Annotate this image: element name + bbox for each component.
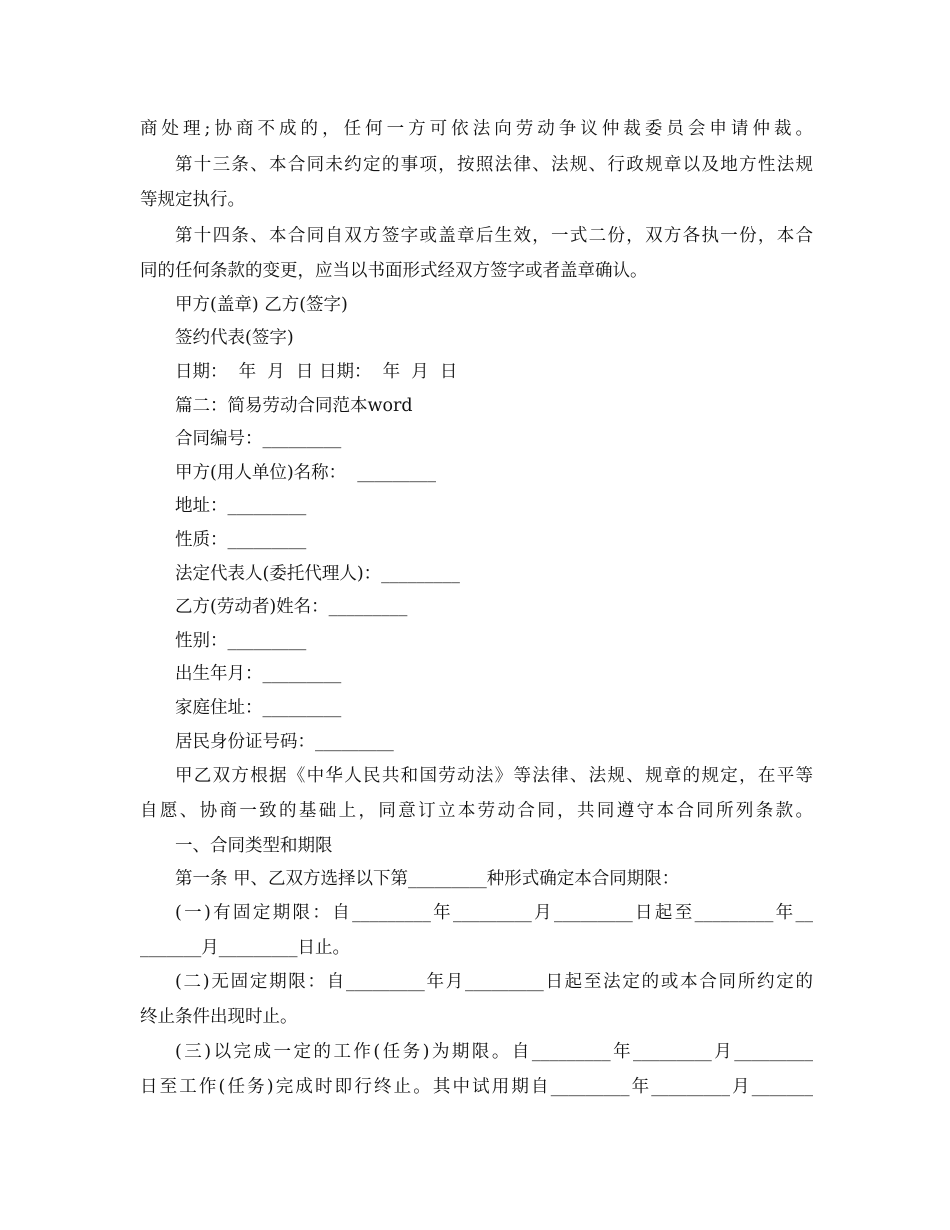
text-line-19: 居民身份证号码：_________ — [175, 732, 394, 752]
text-line-11: 甲方(用人单位)名称： _________ — [175, 463, 437, 483]
text-line-22: 一、合同类型和期限 — [175, 836, 333, 856]
text-line-2: 第十三条、本合同未约定的事项，按照法律、法规、行政规章以及地方性法规 — [175, 155, 813, 175]
text-line-12: 地址：_________ — [175, 496, 307, 516]
text-line-6: 甲方(盖章) 乙方(签字) — [175, 295, 348, 315]
text-line-21: 自愿、协商一致的基础上，同意订立本劳动合同，共同遵守本合同所列条款。 — [140, 801, 813, 821]
text-line-15: 乙方(劳动者)姓名：_________ — [175, 597, 408, 617]
text-line-26: (二)无固定期限：自_________年月_________日起至法定的或本合同所约定的 — [175, 972, 813, 992]
text-line-3: 等规定执行。 — [140, 190, 245, 210]
text-line-23: 第一条 甲、乙双方选择以下第_________种形式确定本合同期限： — [175, 869, 680, 889]
text-line-16: 性别：_________ — [175, 631, 307, 651]
text-line-8: 日期： 年 月 日 日期： 年 月 日 — [175, 362, 458, 382]
text-line-10: 合同编号：_________ — [175, 429, 342, 449]
text-line-25: _______月_________日止。 — [140, 938, 350, 958]
text-line-18: 家庭住址：_________ — [175, 698, 342, 718]
text-line-1: 商处理;协商不成的，任何一方可依法向劳动争议仲裁委员会申请仲裁。 — [140, 119, 813, 139]
text-line-7: 签约代表(签字) — [175, 328, 294, 348]
text-line-20: 甲乙双方根据《中华人民共和国劳动法》等法律、法规、规章的规定，在平等 — [175, 766, 813, 786]
text-line-28: (三)以完成一定的工作(任务)为期限。自_________年_________月_________ — [175, 1042, 813, 1062]
text-line-5: 同的任何条款的变更，应当以书面形式经双方签字或者盖章确认。 — [140, 261, 648, 281]
text-line-27: 终止条件出现时止。 — [140, 1007, 298, 1027]
text-line-17: 出生年月：_________ — [175, 664, 342, 684]
text-line-29: 日至工作(任务)完成时即行终止。其中试用期自_________年_________月_______ — [140, 1077, 813, 1097]
text-line-4: 第十四条、本合同自双方签字或盖章后生效，一式二份，双方各执一份，本合 — [175, 226, 813, 246]
text-line-13: 性质：_________ — [175, 530, 307, 550]
text-line-14: 法定代表人(委托代理人)：_________ — [175, 564, 460, 584]
text-line-24: (一)有固定期限：自_________年_________月_________日起至_________年__ — [175, 903, 813, 923]
text-line-9: 篇二：简易劳动合同范本word — [175, 396, 413, 416]
